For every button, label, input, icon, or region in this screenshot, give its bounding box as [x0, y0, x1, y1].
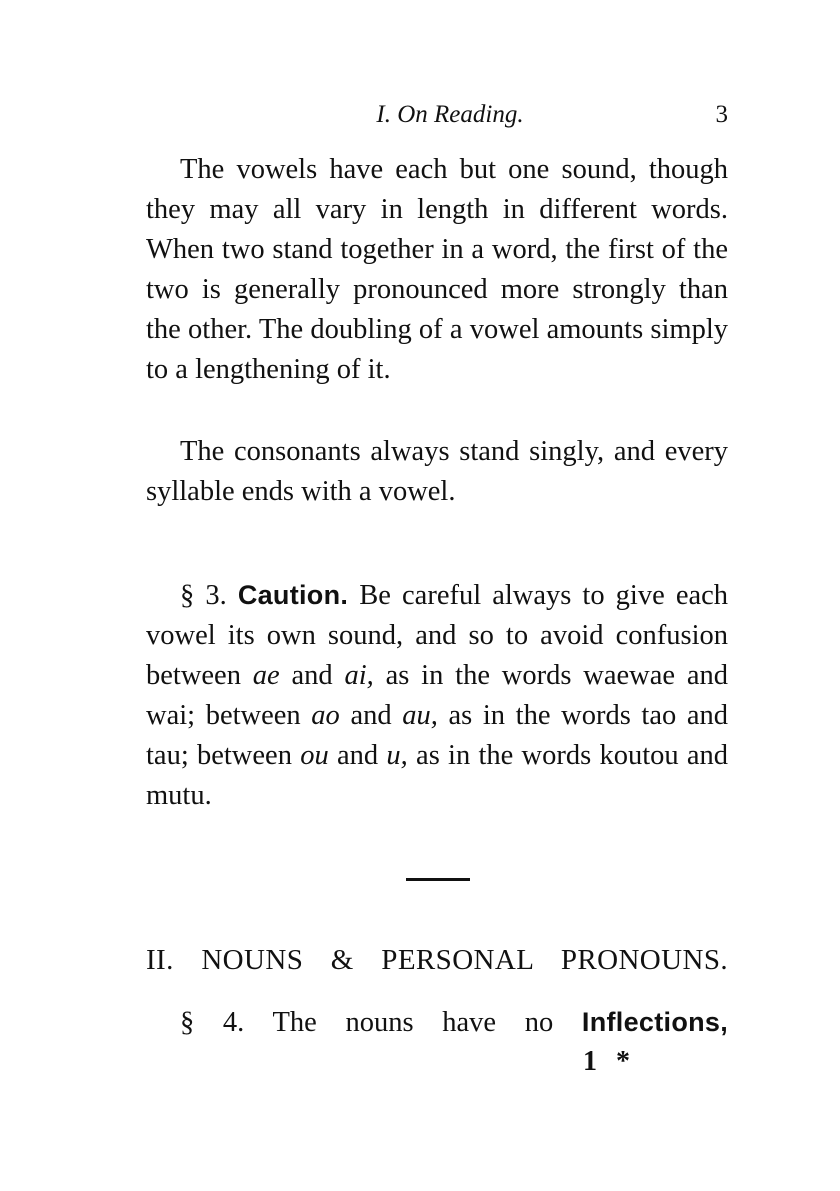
- section-3-block: [146, 575, 728, 816]
- and-3: and: [336, 740, 379, 771]
- running-title: I. On Reading.: [376, 101, 524, 128]
- section-3-text-2: as in the words waewae and wai; between: [146, 660, 729, 731]
- vowel-au: au,: [402, 700, 438, 731]
- section-3-number: § 3.: [180, 580, 227, 611]
- paragraph-consonants: The consonants always stand singly, and every syllable ends with a vowel.: [146, 436, 728, 507]
- section-4-block: [146, 1002, 728, 1043]
- section-3-text-1: Be careful always to give each vowel its own sound, and so to avoid confusion between: [146, 580, 729, 691]
- page-number: 3: [715, 101, 728, 128]
- section-3-paragraph: [146, 575, 728, 816]
- paragraph-vowels-block: [146, 150, 728, 390]
- section-3-text-4: as in the words koutou and mutu.: [146, 740, 729, 811]
- and-1: and: [291, 660, 333, 691]
- vowel-u: u,: [386, 740, 408, 771]
- section-4-paragraph: [146, 1002, 728, 1043]
- section-4-number: § 4.: [180, 1007, 245, 1038]
- paragraph-consonants-block: [146, 432, 728, 512]
- signature-mark: 1 *: [583, 1046, 636, 1077]
- section-4-term: Inflections,: [581, 1007, 729, 1037]
- section-heading: II. NOUNS & PERSONAL PRONOUNS.: [146, 944, 728, 976]
- running-head: [146, 101, 728, 135]
- paragraph-vowels: The vowels have each but one sound, though they may all vary in length in different words. When two stand together in a word, the first of the two is generally pronounced more strongly than the other. The doubling of a vowel amounts simply to a lengthening of it.: [146, 154, 728, 385]
- vowel-ae: ae: [252, 660, 280, 691]
- vowel-ou: ou: [300, 740, 329, 771]
- and-2: and: [350, 700, 392, 731]
- section-3-text-3: as in the words tao and tau; between: [146, 700, 729, 771]
- vowel-ai: ai,: [344, 660, 374, 691]
- vowel-ao: ao: [311, 700, 340, 731]
- section-divider-rule: [406, 878, 470, 881]
- section-3-term: Caution.: [237, 580, 349, 610]
- section-4-text: The nouns have no: [272, 1007, 554, 1038]
